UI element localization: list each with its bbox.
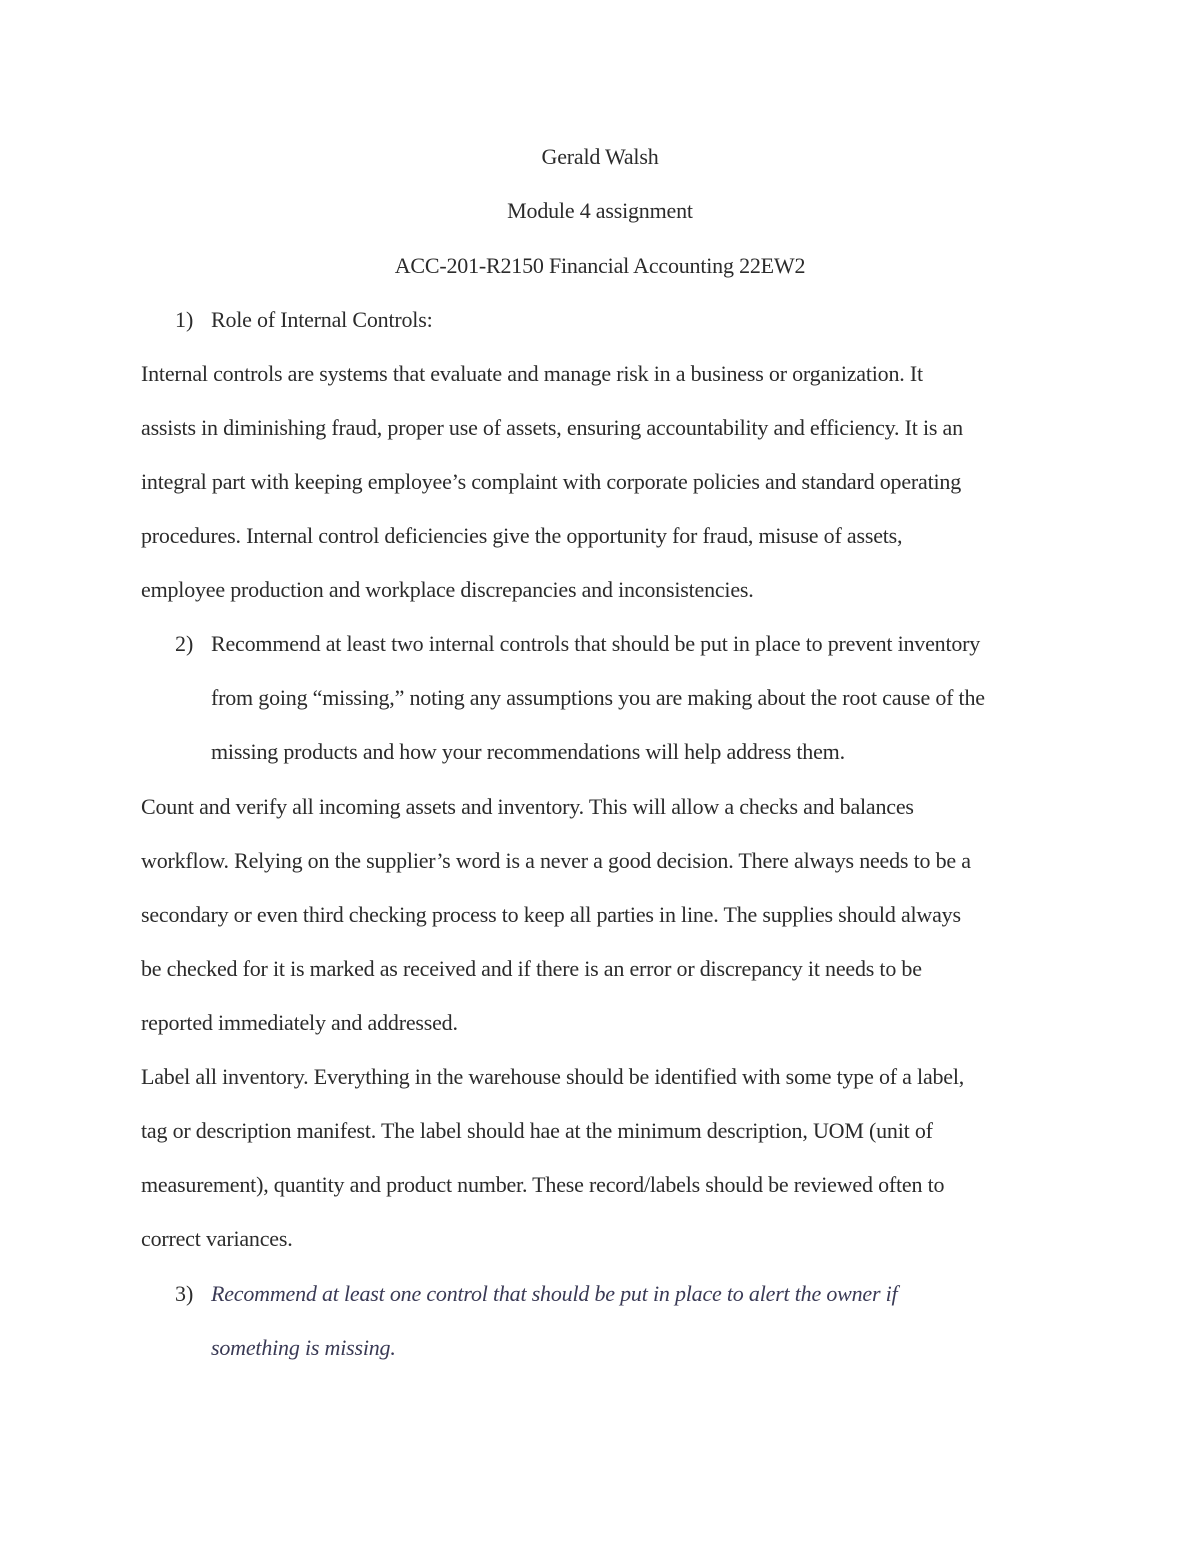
q2-answer1-line-1: Count and verify all incoming assets and inventory. This will allow a checks and balances (141, 794, 914, 819)
q2-answer1-line-4: be checked for it is marked as received and if there is an error or discrepancy it needs to be (141, 956, 922, 981)
q3-number: 3) (175, 1281, 194, 1306)
q2-number: 2) (175, 631, 194, 656)
assignment-title: Module 4 assignment (507, 198, 693, 223)
course-title: ACC-201-R2150 Financial Accounting 22EW2 (394, 253, 806, 278)
author-name: Gerald Walsh (541, 144, 659, 169)
q1-answer-line-5: employee production and workplace discrepancies and inconsistencies. (141, 577, 754, 602)
q1-number: 1) (175, 307, 194, 332)
q2-answer2-line-3: measurement), quantity and product number. These record/labels should be reviewed often to (141, 1172, 945, 1197)
q2-answer2-line-4: correct variances. (141, 1226, 293, 1251)
q2-answer2-line-2: tag or description manifest. The label should hae at the minimum description, UOM (unit of (141, 1118, 933, 1143)
q1-answer-line-2: assists in diminishing fraud, proper use of assets, ensuring accountability and efficiency. It is an (141, 415, 963, 440)
q2-answer1-line-2: workflow. Relying on the supplier’s word is a never a good decision. There always needs to be a (141, 848, 971, 873)
q2-question-line-2: from going “missing,” noting any assumptions you are making about the root cause of the (211, 685, 985, 710)
q2-answer1-line-5: reported immediately and addressed. (141, 1010, 458, 1035)
q2-answer2-line-1: Label all inventory. Everything in the warehouse should be identified with some type of a label, (141, 1064, 965, 1089)
q1-title: Role of Internal Controls: (211, 307, 433, 332)
q1-answer-line-1: Internal controls are systems that evaluate and manage risk in a business or organization. It (141, 361, 923, 386)
q1-answer-line-3: integral part with keeping employee’s complaint with corporate policies and standard operating (141, 469, 961, 494)
q3-question-line-2: something is missing. (211, 1335, 396, 1360)
q2-question-line-3: missing products and how your recommendations will help address them. (211, 739, 845, 764)
q3-question-line-1: Recommend at least one control that should be put in place to alert the owner if (211, 1281, 898, 1306)
q2-answer1-line-3: secondary or even third checking process to keep all parties in line. The supplies should always (141, 902, 961, 927)
q2-question-line-1: Recommend at least two internal controls that should be put in place to prevent inventory (211, 631, 981, 656)
q1-answer-line-4: procedures. Internal control deficiencies give the opportunity for fraud, misuse of assets, (141, 523, 903, 548)
